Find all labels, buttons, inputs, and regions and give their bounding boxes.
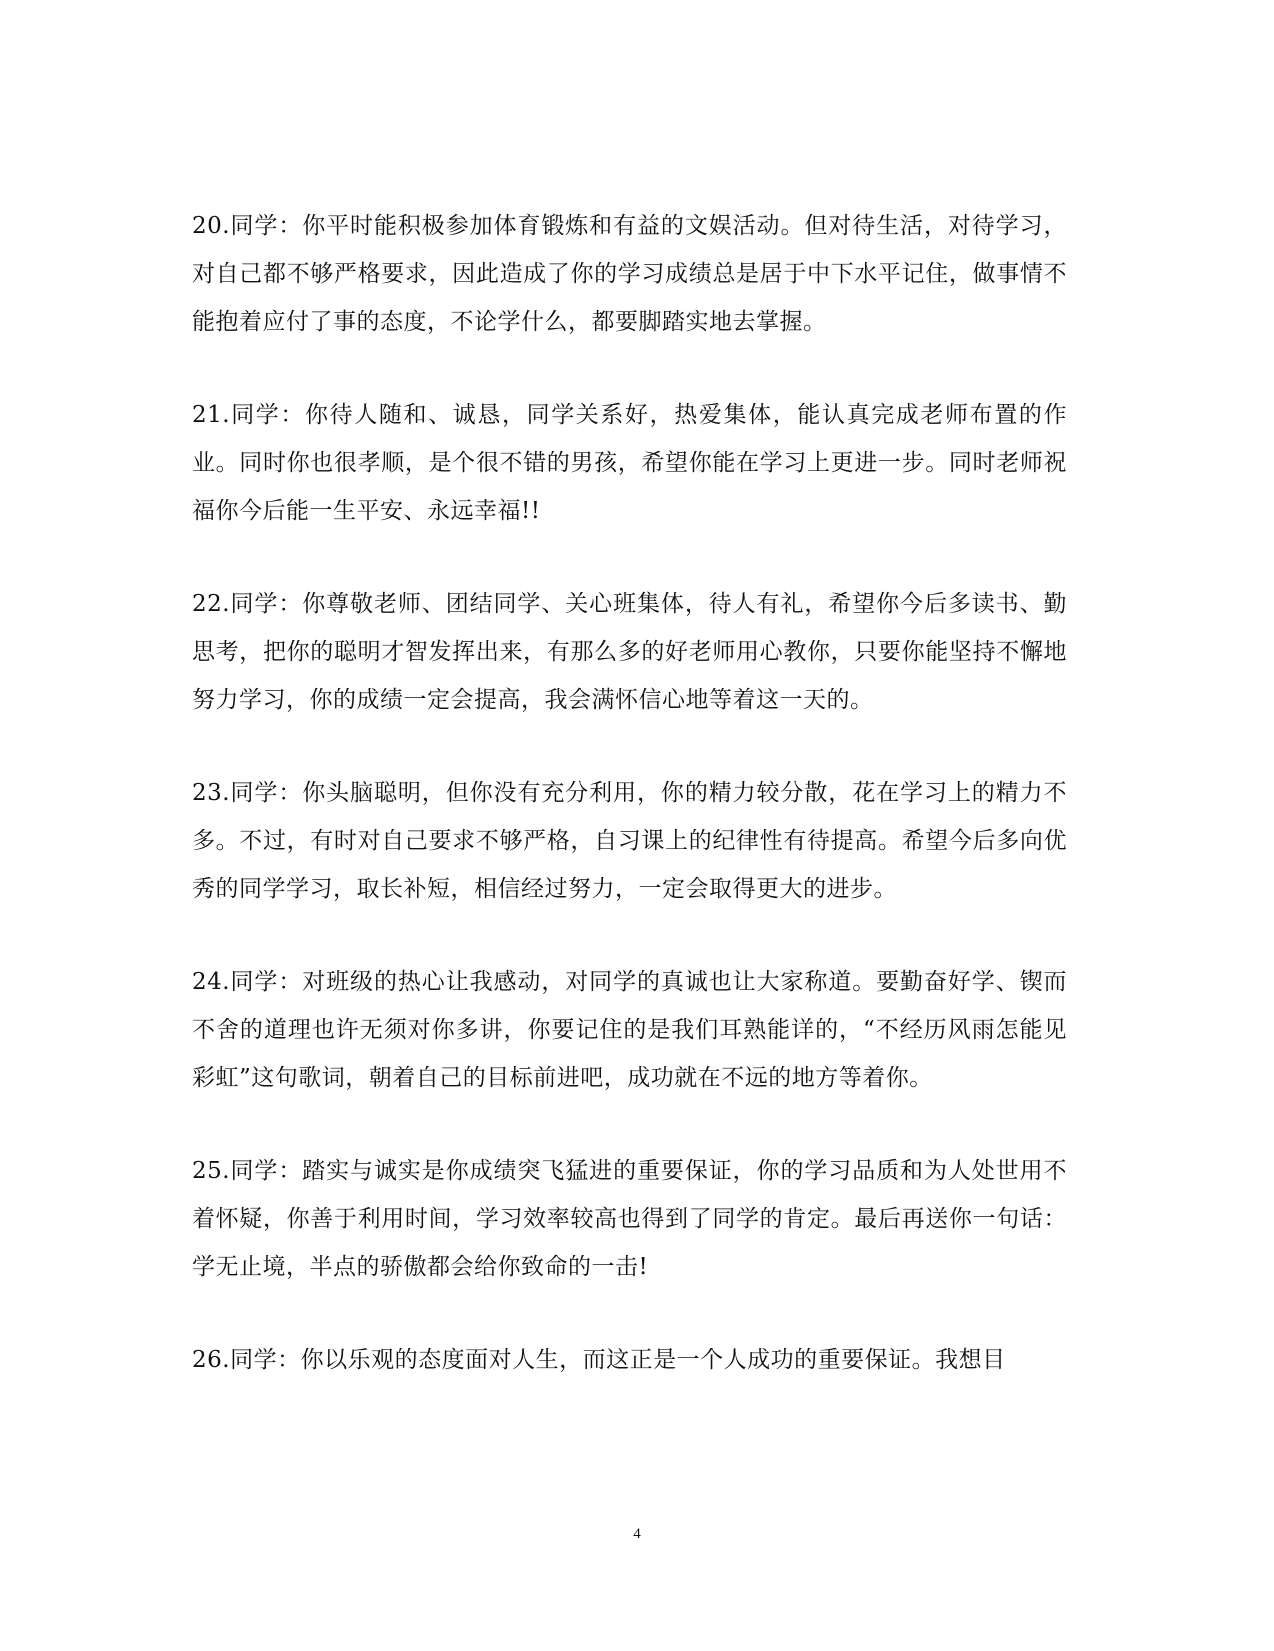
paragraph-23: 23.同学：你头脑聪明，但你没有充分利用，你的精力较分散，花在学习上的精力不多。不过，有时对自己要求不够严格，自习课上的纪律性有待提高。希望今后多向优秀的同学学习，取长补短，相信经过努力，一定会取得更大的进步。 xyxy=(192,780,1067,902)
paragraph-20: 20.同学：你平时能积极参加体育锻炼和有益的文娱活动。但对待生活，对待学习，对自己都不够严格要求，因此造成了你的学习成绩总是居于中下水平记住，做事情不能抱着应付了事的态度，不论学什么，都要脚踏实地去掌握。 xyxy=(192,213,1067,335)
document-body xyxy=(192,202,1067,1384)
page-number: 4 xyxy=(633,1526,641,1542)
paragraph-26: 26.同学：你以乐观的态度面对人生，而这正是一个人成功的重要保证。我想目 xyxy=(192,1347,1006,1373)
paragraph-22: 22.同学：你尊敬老师、团结同学、关心班集体，待人有礼，希望你今后多读书、勤思考，把你的聪明才智发挥出来，有那么多的好老师用心教你，只要你能坚持不懈地努力学习，你的成绩一定会提高，我会满怀信心地等着这一天的。 xyxy=(192,591,1067,713)
paragraph-24: 24.同学：对班级的热心让我感动，对同学的真诚也让大家称道。要勤奋好学、锲而不舍的道理也许无须对你多讲，你要记住的是我们耳熟能详的，“不经历风雨怎能见彩虹”这句歌词，朝着自己的目标前进吧，成功就在不远的地方等着你。 xyxy=(192,969,1067,1091)
paragraph-25: 25.同学：踏实与诚实是你成绩突飞猛进的重要保证，你的学习品质和为人处世用不着怀疑，你善于利用时间，学习效率较高也得到了同学的肯定。最后再送你一句话：学无止境，半点的骄傲都会给你致命的一击! xyxy=(192,1158,1067,1280)
paragraph-21: 21.同学：你待人随和、诚恳，同学关系好，热爱集体，能认真完成老师布置的作业。同时你也很孝顺，是个很不错的男孩，希望你能在学习上更进一步。同时老师祝福你今后能一生平安、永远幸福!! xyxy=(192,402,1067,524)
